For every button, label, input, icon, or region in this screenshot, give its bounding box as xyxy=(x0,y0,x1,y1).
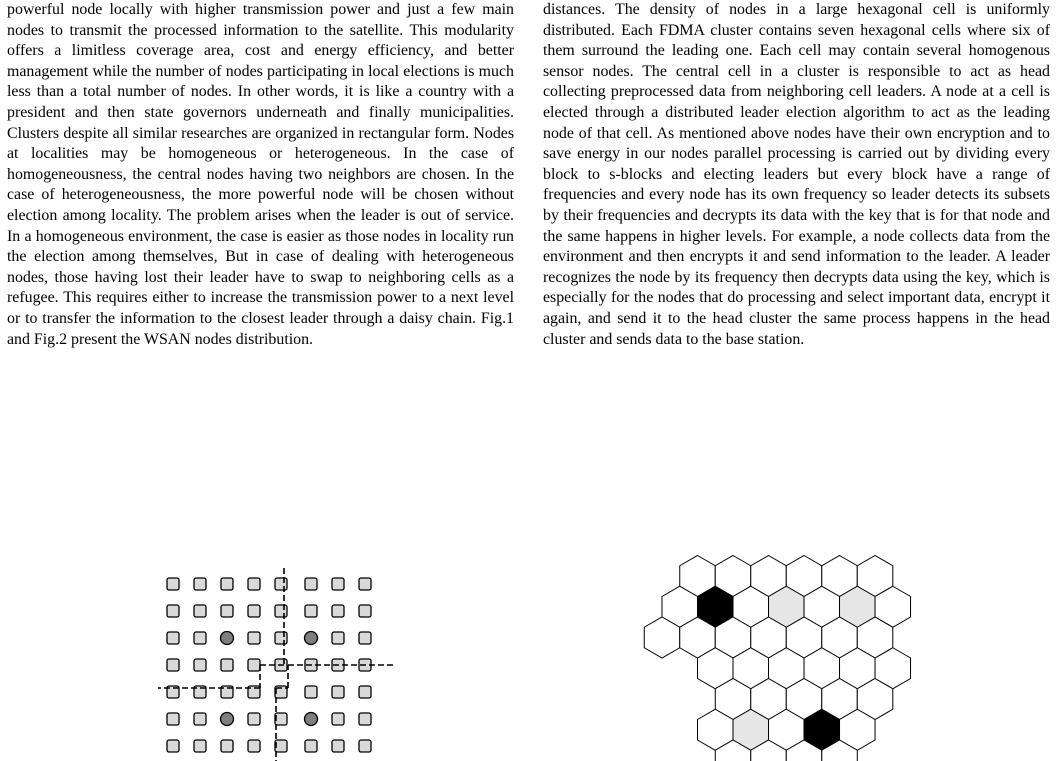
sensor-node xyxy=(332,686,344,698)
sensor-node xyxy=(167,659,179,671)
sensor-node xyxy=(332,578,344,590)
sensor-node xyxy=(248,605,260,617)
sensor-node xyxy=(167,632,179,644)
sensor-node xyxy=(194,713,206,725)
sensor-node xyxy=(221,605,233,617)
sensor-node xyxy=(194,740,206,752)
figure-2-hexagonal-cells xyxy=(637,548,937,761)
sensor-node xyxy=(305,740,317,752)
sensor-node xyxy=(194,605,206,617)
left-paragraph: powerful node locally with higher transmission power and just a few main nodes to transmit the processed information to the satellite. This modularity offers a limitless coverage area, cost and energy efficiency, and better management while the number of nodes participating in local elections is much less than a total number of nodes. In other words, it is like a country with a president and then state governors underneath and finally municipalities. Clusters despite all similar researches are organized in rectangular form. Nodes at localities may be homogeneous or heterogeneous. In the case of homogeneousness, the central nodes having two neighbors are chosen. In the case of heterogeneousness, the more powerful node will be chosen without election among locality. The problem arises when the leader is out of service. In a homogeneous environment, the case is easier as those nodes in locality run the election among themselves, But in case of dealing with heterogeneous nodes, those having lost their leader have to swap to neighboring cells as a refugee. This requires either to increase the transmission power to a next level or to transfer the information to the closest leader through a daisy chain. Fig.1 and Fig.2 present the WSAN nodes distribution. xyxy=(7,1,514,348)
right-column xyxy=(543,0,1050,350)
sensor-node xyxy=(305,605,317,617)
leader-node xyxy=(221,713,234,726)
sensor-node xyxy=(359,713,371,725)
sensor-node xyxy=(221,578,233,590)
leader-node xyxy=(305,632,318,645)
leader-node xyxy=(221,632,234,645)
sensor-node xyxy=(248,578,260,590)
sensor-node xyxy=(167,578,179,590)
sensor-node xyxy=(248,659,260,671)
sensor-node xyxy=(359,605,371,617)
left-column xyxy=(7,0,514,350)
sensor-node xyxy=(194,659,206,671)
sensor-node xyxy=(332,713,344,725)
sensor-node xyxy=(359,632,371,644)
sensor-node xyxy=(305,686,317,698)
sensor-node xyxy=(221,659,233,671)
sensor-node xyxy=(332,632,344,644)
sensor-node xyxy=(248,713,260,725)
figure-1-grid-nodes xyxy=(150,568,405,761)
sensor-node xyxy=(332,740,344,752)
sensor-node xyxy=(221,740,233,752)
sensor-node xyxy=(167,713,179,725)
sensor-node xyxy=(275,605,287,617)
right-paragraph: distances. The density of nodes in a large hexagonal cell is uniformly distributed. Each FDMA cluster contains seven hexagonal cells where six of them surround the leading one. Each cell may contain several homogenous sensor nodes. The central cell in a cluster is responsible to act as head collecting preprocessed data from neighboring cell leaders. A node at a cell is elected through a distributed leader election algorithm to act as the leading node of that cell. As mentioned above nodes have their own encryption and to save energy in our nodes parallel processing is carried out by dividing every block to s-blocks and electing leaders but every block have a range of frequencies and every node has its own frequency so leader detects its subsets by their frequencies and decrypts its data with the key that is for that node and the same happens in higher levels. For example, a node collects data from the environment and then encrypts it and send information to the leader. A leader recognizes the node by its frequency then decrypts data using the key, which is especially for the nodes that do processing and select important data, encrypt it again, and send it to the head cluster the same process happens in the head cluster and sends data to the base station. xyxy=(543,1,1050,348)
sensor-node xyxy=(359,686,371,698)
sensor-node xyxy=(248,632,260,644)
sensor-node xyxy=(275,632,287,644)
sensor-node xyxy=(359,740,371,752)
leader-node xyxy=(305,713,318,726)
sensor-node xyxy=(167,605,179,617)
sensor-node xyxy=(194,632,206,644)
sensor-node xyxy=(332,605,344,617)
sensor-node xyxy=(194,578,206,590)
sensor-node xyxy=(167,740,179,752)
sensor-node xyxy=(248,740,260,752)
sensor-node xyxy=(275,578,287,590)
sensor-node xyxy=(305,578,317,590)
sensor-node xyxy=(359,578,371,590)
